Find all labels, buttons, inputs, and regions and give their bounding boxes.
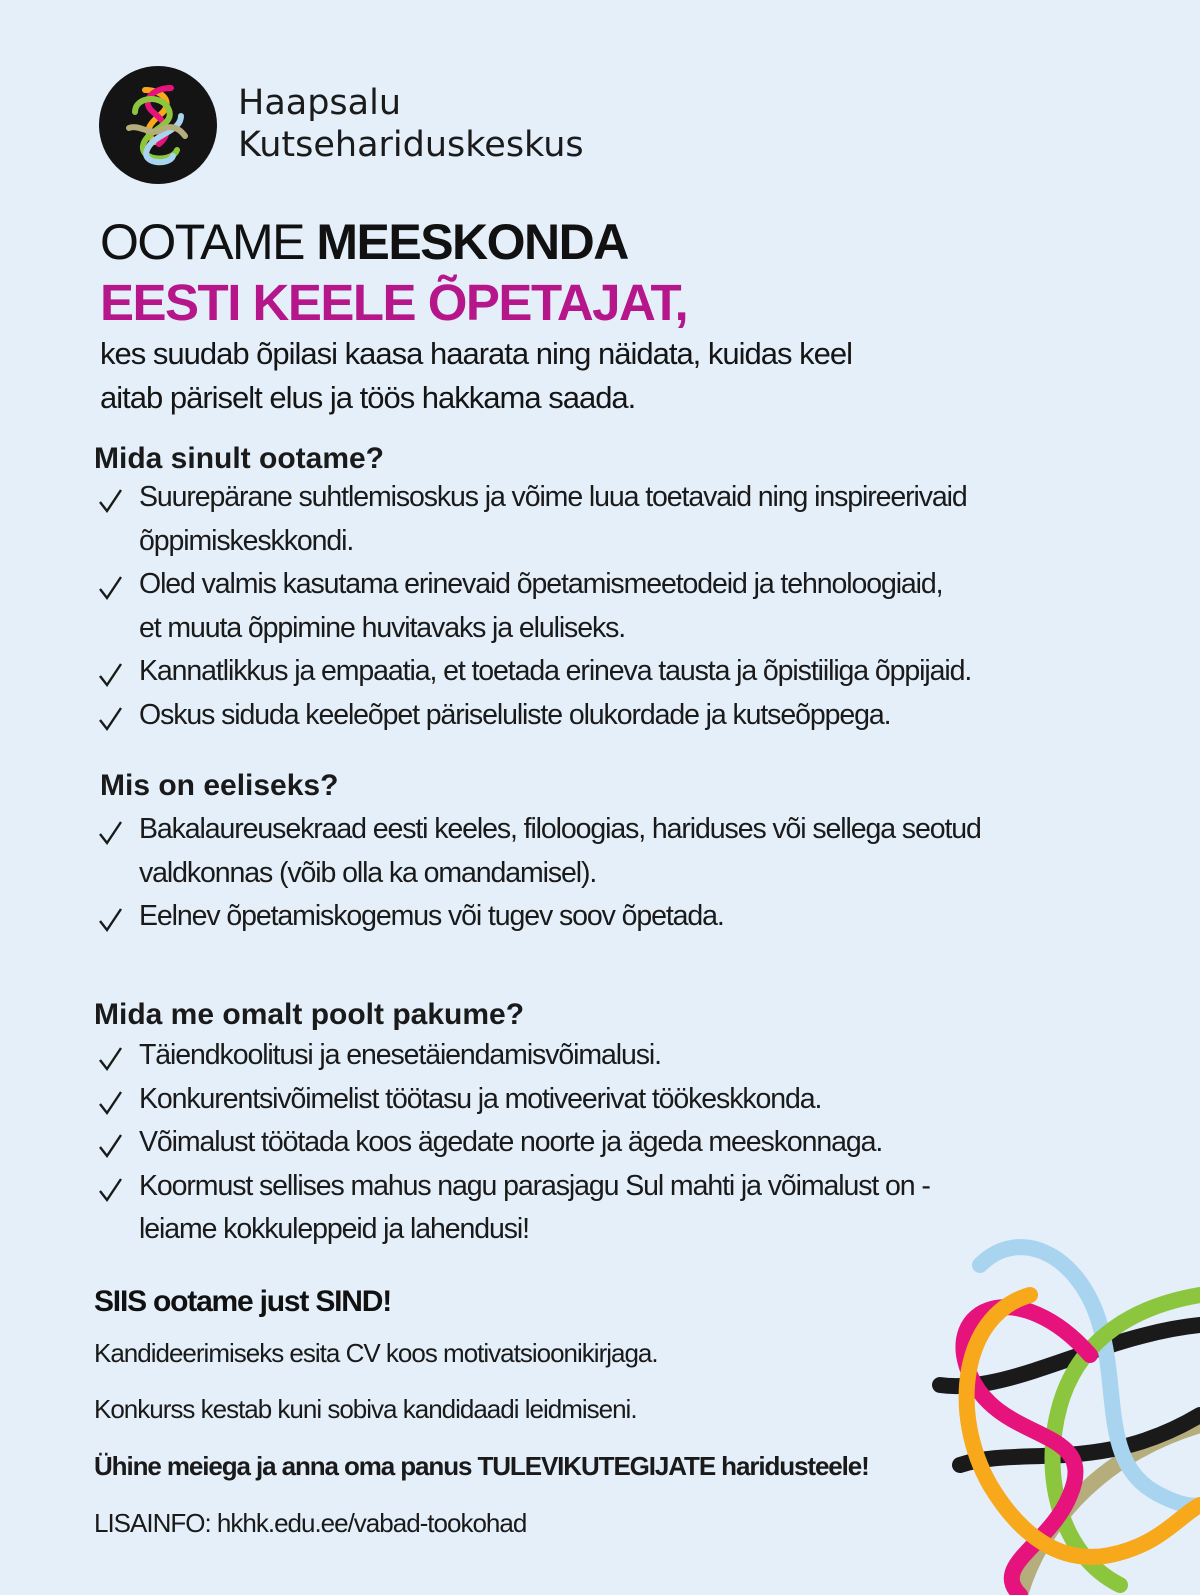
checkmark-icon (96, 1169, 124, 1209)
checkmark-icon (96, 480, 124, 520)
duration-text: Konkurss kestab kuni sobiva kandidaadi leidmiseni. (94, 1394, 637, 1424)
intro-line2: aitab päriselt elus ja töös hakkama saada. (100, 380, 636, 415)
org-name-line1: Haapsalu (238, 83, 402, 123)
checkmark-icon (96, 698, 124, 738)
org-name-line2: Kutsehariduskeskus (238, 125, 584, 165)
list-item: Oled valmis kasutama erinevaid õpetamismeetodeid ja tehnoloogiaid, et muuta õppimine huvitavaks ja eluliseks. (94, 563, 1104, 650)
apply-text: Kandideerimiseks esita CV koos motivatsioonikirjaga. (94, 1338, 658, 1368)
section-heading-offer: Mida me omalt poolt pakume? (94, 998, 525, 1031)
more-info-link[interactable]: LISAINFO: hkhk.edu.ee/vabad-tookohad (94, 1508, 527, 1538)
call-to-action: Ühine meiega ja anna oma panus TULEVIKUTEGIJATE haridusteele! (94, 1451, 869, 1481)
intro-text (100, 332, 1100, 420)
checkmark-icon (96, 899, 124, 939)
list-item: Oskus siduda keeleõpet päriseluliste olukordade ja kutseõppega. (94, 694, 1104, 738)
checkmark-icon (96, 1125, 124, 1165)
list-item: Eelnev õpetamiskogemus või tugev soov õpetada. (94, 895, 1104, 939)
section-heading-expectations: Mida sinult ootame? (94, 442, 385, 475)
checkmark-icon (96, 567, 124, 607)
expectations-list (94, 476, 1104, 737)
org-name (238, 82, 584, 166)
intro-line1: kes suudab õpilasi kaasa haarata ning näidata, kuidas keel (100, 336, 852, 371)
checkmark-icon (96, 1038, 124, 1078)
list-item: Täiendkoolitusi ja enesetäiendamisvõimalusi. (94, 1034, 1104, 1078)
haapsalu-knot-logo-icon (99, 66, 217, 184)
list-item: Koormust sellises mahus nagu parasjagu Sul mahti ja võimalust on - leiame kokkuleppeid ja lahendusi! (94, 1165, 1104, 1252)
ribbon-knot-graphic-icon (900, 1235, 1200, 1595)
list-item: Suurepärane suhtlemisoskus ja võime luua toetavaid ning inspireerivaid õppimiskeskkondi. (94, 476, 1104, 563)
checkmark-icon (96, 654, 124, 694)
list-item: Võimalust töötada koos ägedate noorte ja ägeda meeskonnaga. (94, 1121, 1104, 1165)
logo (99, 66, 217, 184)
list-item: Kannatlikkus ja empaatia, et toetada erineva tausta ja õpistiiliga õppijaid. (94, 650, 1104, 694)
checkmark-icon (96, 812, 124, 852)
list-item: Bakalaureusekraad eesti keeles, filoloogias, hariduses või sellega seotud valdkonnas (võib olla ka omandamisel). (94, 808, 1104, 895)
headline-regular: OOTAME (100, 214, 317, 270)
section-heading-advantages: Mis on eeliseks? (100, 769, 339, 802)
offer-list (94, 1034, 1104, 1252)
advantages-list (94, 808, 1104, 939)
closing-heading: SIIS ootame just SIND! (94, 1285, 391, 1318)
job-title: EESTI KEELE ÕPETAJAT, (100, 274, 688, 331)
headline-bold: MEESKONDA (316, 214, 628, 270)
list-item: Konkurentsivõimelist töötasu ja motiveerivat töökeskkonda. (94, 1078, 1104, 1122)
checkmark-icon (96, 1082, 124, 1122)
headline-line1 (100, 212, 628, 272)
